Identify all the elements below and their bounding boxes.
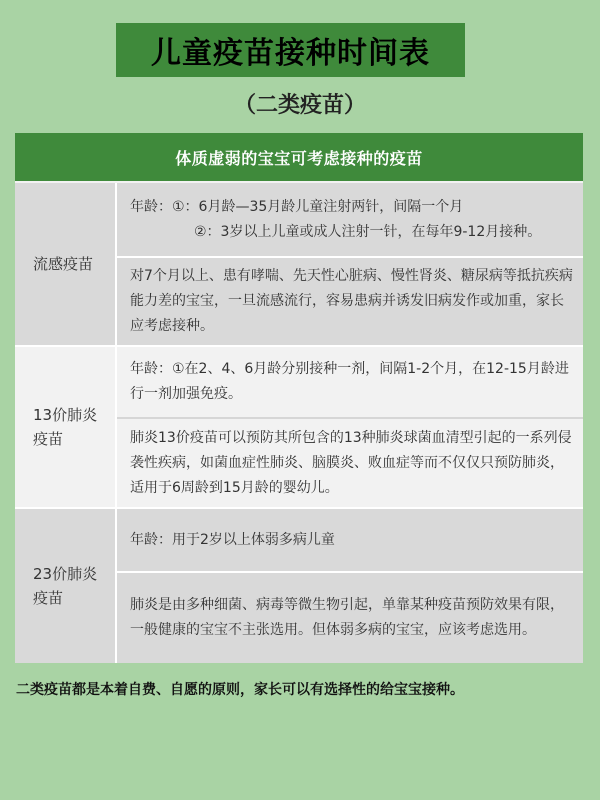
vaccine-desc-text: 肺炎13价疫苗可以预防其所包含的13种肺炎球菌血清型引起的一系列侵袭性疾病，如菌血症性肺炎、脑膜炎、败血症等而不仅仅只预防肺炎，适用于6周龄到15月龄的婴幼儿。 [130,429,572,496]
vaccine-table [15,133,583,663]
vaccine-age-text: 年龄：①在2、4、6月龄分别接种一剂，间隔1-2个月，在12-15月龄进行一剂加强免疫。 [130,361,569,402]
vaccine-desc-pcv13 [117,419,583,507]
vaccine-desc-text: 对7个月以上、患有哮喘、先天性心脏病、慢性肾炎、糖尿病等抵抗疾病能力差的宝宝，一旦流感流行，容易患病并诱发旧病发作或加重，家长应考虑接种。 [130,268,573,334]
vaccine-name-pcv13: 13价肺炎疫苗 [15,347,111,507]
vaccine-age-flu [117,183,583,256]
page-subtitle: （二类疫苗） [233,93,366,118]
vaccine-desc-flu [117,258,583,345]
vaccine-age-text: 年龄：用于2岁以上体弱多病儿童 [130,531,335,548]
age-line-1: 年龄：①：6月龄—35月龄儿童注射两针，间隔一个月 [130,198,464,215]
vaccine-name-ppv23: 23价肺炎疫苗 [15,509,111,663]
table-header: 体质虚弱的宝宝可考虑接种的疫苗 [15,133,583,181]
footer-note: 二类疫苗都是本着自费、自愿的原则，家长可以有选择性的给宝宝接种。 [16,682,464,698]
column-divider [115,183,117,663]
vaccine-age-pcv13 [117,347,583,417]
age-line-2: ②：3岁以上儿童或成人注射一针，在每年9-12月接种。 [194,223,542,240]
vaccine-desc-ppv23 [117,573,583,663]
vaccine-age-ppv23 [117,509,583,571]
vaccine-name-flu: 流感疫苗 [15,183,115,345]
vaccine-desc-text: 肺炎是由多种细菌、病毒等微生物引起，单靠某种疫苗预防效果有限，一般健康的宝宝不主张选用。但体弱多病的宝宝，应该考虑选用。 [130,597,564,638]
page-title: 儿童疫苗接种时间表 [116,23,465,77]
